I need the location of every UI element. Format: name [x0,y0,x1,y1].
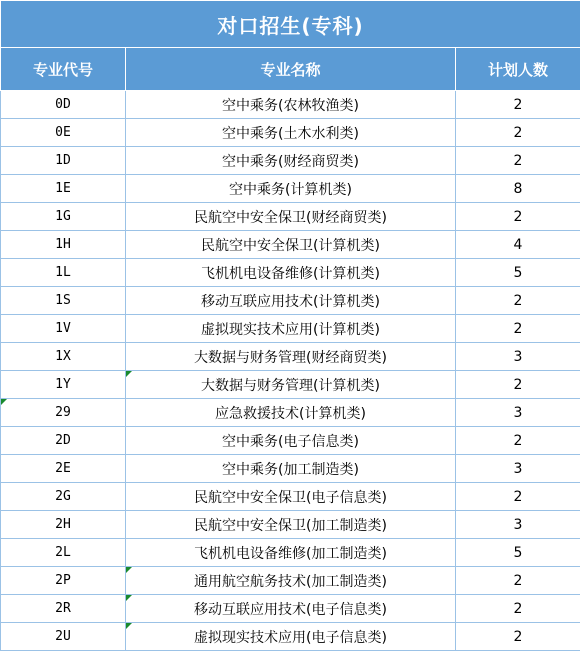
major-code-cell: 1H [1,231,126,259]
major-code-cell: 1G [1,203,126,231]
table-row [1,595,580,623]
comment-marker-icon [1,399,7,405]
major-code-cell: 1V [1,315,126,343]
plan-count-cell: 2 [456,119,580,147]
major-name-cell: 飞机机电设备维修(计算机类) [126,259,456,287]
major-code-cell: 2G [1,483,126,511]
major-code-cell: 1X [1,343,126,371]
major-name-cell: 民航空中安全保卫(财经商贸类) [126,203,456,231]
plan-count-cell: 2 [456,371,580,399]
major-name-cell: 民航空中安全保卫(计算机类) [126,231,456,259]
table-row [1,623,580,651]
table-row [1,399,580,427]
major-name-cell: 民航空中安全保卫(加工制造类) [126,511,456,539]
major-code-cell: 0E [1,119,126,147]
comment-marker-icon [126,567,132,573]
plan-count-cell: 5 [456,539,580,567]
major-code-cell: 1D [1,147,126,175]
table-row [1,511,580,539]
major-code-cell: 2D [1,427,126,455]
major-name-cell: 通用航空航务技术(加工制造类) [126,567,456,595]
table-row [1,203,580,231]
major-name-cell: 空中乘务(土木水利类) [126,119,456,147]
table-row [1,259,580,287]
major-name-cell: 飞机机电设备维修(加工制造类) [126,539,456,567]
plan-count-cell: 3 [456,399,580,427]
plan-count-cell: 4 [456,231,580,259]
table-row [1,343,580,371]
table-row [1,455,580,483]
major-name-cell: 民航空中安全保卫(电子信息类) [126,483,456,511]
major-code-cell: 2U [1,623,126,651]
table-row [1,91,580,119]
table-row [1,119,580,147]
table-row [1,483,580,511]
header-code: 专业代号 [1,48,126,91]
plan-count-cell: 2 [456,567,580,595]
plan-count-cell: 2 [456,623,580,651]
table-row [1,427,580,455]
plan-count-cell: 2 [456,91,580,119]
header-count: 计划人数 [456,48,580,91]
title-row [1,1,580,48]
major-code-cell: 0D [1,91,126,119]
plan-count-cell: 3 [456,343,580,371]
table-row [1,371,580,399]
comment-marker-icon [126,623,132,629]
comment-marker-icon [126,371,132,377]
table-row [1,539,580,567]
header-name: 专业名称 [126,48,456,91]
major-code-cell: 2R [1,595,126,623]
plan-count-cell: 2 [456,595,580,623]
major-name-cell: 空中乘务(农林牧渔类) [126,91,456,119]
major-name-cell: 应急救援技术(计算机类) [126,399,456,427]
major-name-cell: 空中乘务(计算机类) [126,175,456,203]
major-name-cell: 移动互联应用技术(电子信息类) [126,595,456,623]
major-code-cell: 1E [1,175,126,203]
major-code-cell: 1S [1,287,126,315]
major-name-cell: 大数据与财务管理(财经商贸类) [126,343,456,371]
table-row [1,231,580,259]
plan-count-cell: 2 [456,483,580,511]
major-name-cell: 虚拟现实技术应用(电子信息类) [126,623,456,651]
major-name-cell: 空中乘务(财经商贸类) [126,147,456,175]
plan-count-cell: 2 [456,287,580,315]
major-code-cell: 2E [1,455,126,483]
plan-count-cell: 8 [456,175,580,203]
major-code-cell: 1L [1,259,126,287]
header-row [1,48,580,91]
table-row [1,315,580,343]
plan-count-cell: 5 [456,259,580,287]
plan-count-cell: 2 [456,203,580,231]
table-row [1,175,580,203]
plan-count-cell: 2 [456,427,580,455]
plan-count-cell: 2 [456,315,580,343]
major-name-cell: 虚拟现实技术应用(计算机类) [126,315,456,343]
major-code-cell: 29 [1,399,126,427]
major-code-cell: 2L [1,539,126,567]
plan-count-cell: 3 [456,455,580,483]
table-title: 对口招生(专科) [1,1,580,48]
major-code-cell: 2P [1,567,126,595]
table-row [1,287,580,315]
major-name-cell: 空中乘务(电子信息类) [126,427,456,455]
major-name-cell: 空中乘务(加工制造类) [126,455,456,483]
table-row [1,567,580,595]
major-name-cell: 移动互联应用技术(计算机类) [126,287,456,315]
major-code-cell: 1Y [1,371,126,399]
plan-count-cell: 2 [456,147,580,175]
plan-count-cell: 3 [456,511,580,539]
table-row [1,147,580,175]
major-code-cell: 2H [1,511,126,539]
comment-marker-icon [126,595,132,601]
major-name-cell: 大数据与财务管理(计算机类) [126,371,456,399]
